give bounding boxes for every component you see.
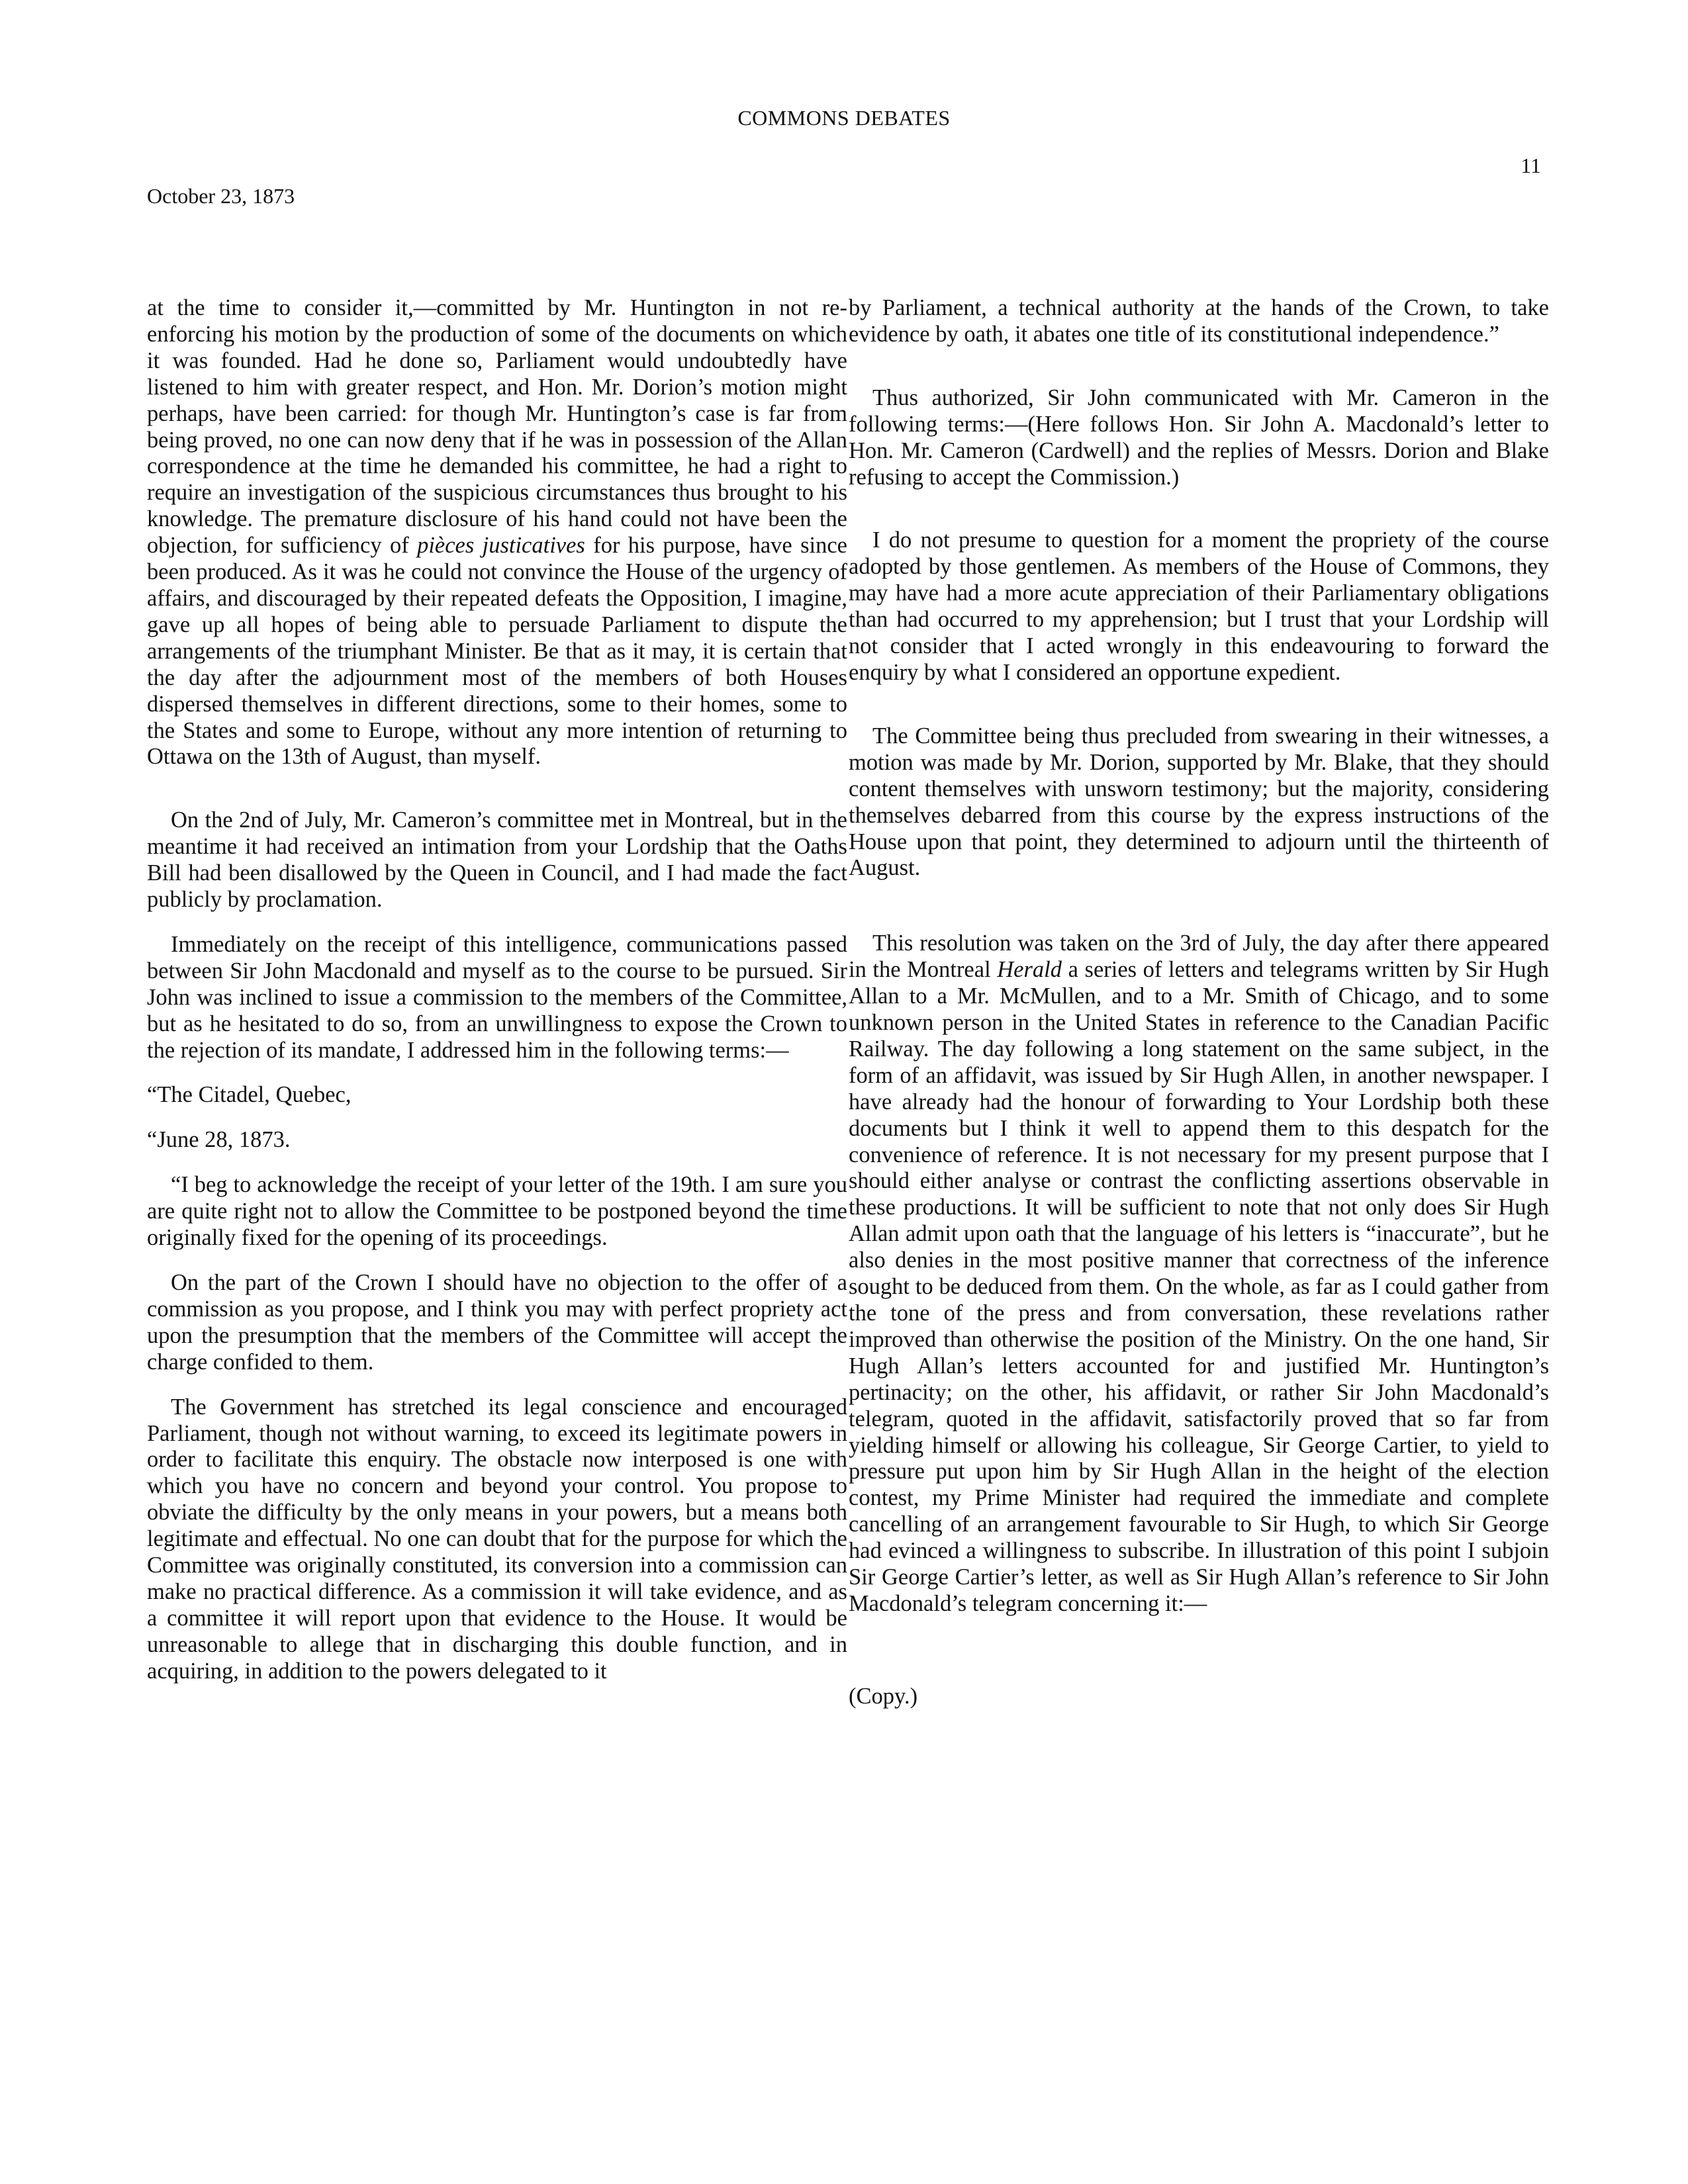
right-paragraph-2: Thus authorized, Sir John communicated with Mr. Cameron in the following terms:—(Here follows Hon. Sir John A. Macdonald’s letter to Hon. Mr. Cameron (Cardwell) and the replies of Messrs. Dorion and Blake refusing to accept the Commission.) [849,385,1549,490]
letter-address-line: “The Citadel, Quebec, [147,1082,352,1108]
left-paragraph-6: “I beg to acknowledge the receipt of your letter of the 19th. I am sure you are quite right not to allow the Committee to be postponed beyond the time originally fixed for the opening of its proceedings. [147,1172,847,1251]
right-paragraph-4: The Committee being thus precluded from swearing in their witnesses, a motion was made by Mr. Dorion, supported by Mr. Blake, that they should content themselves with unsworn testimony; but the majority, considering themselves debarred from this course by the express instructions of the House upon that point, they determined to adjourn until the thirteenth of August. [849,723,1549,881]
italic-newspaper-name: Herald [997,957,1062,983]
italic-phrase-pieces-justicatives: pièces justicatives [417,533,585,559]
right-paragraph-1: by Parliament, a technical authority at the hands of the Crown, to take evidence by oath, it abates one title of its constitutional independence.” [849,295,1549,347]
running-head: COMMONS DEBATES [737,106,951,130]
left-paragraph-7: On the part of the Crown I should have no objection to the offer of a commission as you propose, and I think you may with perfect propriety act upon the presumption that the members of the Committee will accept the charge confided to them. [147,1270,847,1375]
left-paragraph-1-text-after: for his purpose, have since been produced. As it was he could not convince the House of the urgency of affairs, and discouraged by their repeated defeats the Opposition, I imagine, gave up all hopes of being able to persuade Parliament to dispute the arrangements of the triumphant Minister. Be that as it may, it is certain that the day after the adjournment most of the members of both Houses dispersed themselves in different directions, some to their homes, some to the States and some to Europe, without any more intention of returning to Ottawa on the 13th of August, than myself. [147,533,847,770]
left-paragraph-1 [147,295,847,770]
copy-label: (Copy.) [849,1683,918,1709]
letter-date-line: “June 28, 1873. [147,1127,291,1153]
page-date: October 23, 1873 [147,184,295,208]
left-column [147,295,847,1704]
right-paragraph-5-text-before: This resolution was taken on the 3rd of July, the day after there appeared in the Montreal [849,931,1549,983]
page-number: 11 [1521,154,1541,177]
left-paragraph-1-text-before: at the time to consider it,—committed by Mr. Huntington in not re-enforcing his motion by the production of some of the documents on which it was founded. Had he done so, Parliament would undoubtedly have listened to him with greater respect, and Hon. Mr. Dorion’s motion might perhaps, have been carried: for though Mr. Huntington’s case is far from being proved, no one can now deny that if he was in possession of the Allan correspondence at the time he demanded his committee, he had a right to require an investigation of the suspicious circumstances thus brought to his knowledge. The premature disclosure of his hand could not have been the objection, for sufficiency of [147,295,847,559]
right-paragraph-3: I do not presume to question for a moment the propriety of the course adopted by those gentlemen. As members of the House of Commons, they may have had a more acute appreciation of their Parliamentary obligations than had occurred to my apprehension; but I trust that your Lordship will not consider that I acted wrongly in this endeavouring to forward the enquiry by what I considered an opportune expedient. [849,527,1549,685]
left-paragraph-2: On the 2nd of July, Mr. Cameron’s committee met in Montreal, but in the meantime it had received an intimation from your Lordship that the Oaths Bill had been disallowed by the Queen in Council, and I had made the fact publicly by proclamation. [147,807,847,913]
right-paragraph-5 [849,931,1549,1617]
left-paragraph-8: The Government has stretched its legal conscience and encouraged Parliament, though not without warning, to exceed its legitimate powers in order to facilitate this enquiry. The obstacle now interposed is one with which you have no concern and beyond your control. You propose to obviate the difficulty by the only means in your powers, but a means both legitimate and effectual. No one can doubt that for the purpose for which the Committee was originally constituted, its conversion into a commission can make no practical difference. As a commission it will take evidence, and as a committee it will report upon that evidence to the House. It would be unreasonable to allege that in discharging this double function, and in acquiring, in addition to the powers delegated to it [147,1394,847,1684]
right-paragraph-5-text-after: a series of letters and telegrams written by Sir Hugh Allan to a Mr. McMullen, and to a Mr. Smith of Chicago, and to some unknown person in the United States in reference to the Canadian Pacific Railway. The day following a long statement on the same subject, in the form of an affidavit, was issued by Sir Hugh Allen, in another newspaper. I have already had the honour of forwarding to Your Lordship both these documents but I think it well to append them to this despatch for the convenience of reference. It is not necessary for my present purpose that I should either analyse or contrast the conflicting assertions observable in these productions. It will be sufficient to note that not only does Sir Hugh Allan admit upon oath that the language of his letters is “inaccurate”, but he also denies in the most positive manner that correctness of the inference sought to be deduced from them. On the whole, as far as I could gather from the tone of the press and from conversation, these revelations rather improved than otherwise the position of the Ministry. On the one hand, Sir Hugh Allan’s letters accounted for and justified Mr. Huntington’s pertinacity; on the other, his affidavit, or rather Sir John Macdonald’s telegram, quoted in the affidavit, satisfactorily proved that so far from yielding himself or allowing his colleague, Sir George Cartier, to yield to pressure put upon him by Sir Hugh Allan in the height of the election contest, my Prime Minister had required the immediate and complete cancelling of an arrangement favourable to Sir Hugh, to which Sir George had evinced a willingness to subscribe. In illustration of this point I subjoin Sir George Cartier’s letter, as well as Sir Hugh Allan’s reference to Sir John Macdonald’s telegram concerning it:— [849,957,1550,1616]
left-paragraph-3: Immediately on the receipt of this intelligence, communications passed between Sir John Macdonald and myself as to the course to be pursued. Sir John was inclined to issue a commission to the members of the Committee, but as he hesitated to do so, from an unwillingness to expose the Crown to the rejection of its mandate, I addressed him in the following terms:— [147,931,847,1063]
right-column [849,295,1549,1729]
